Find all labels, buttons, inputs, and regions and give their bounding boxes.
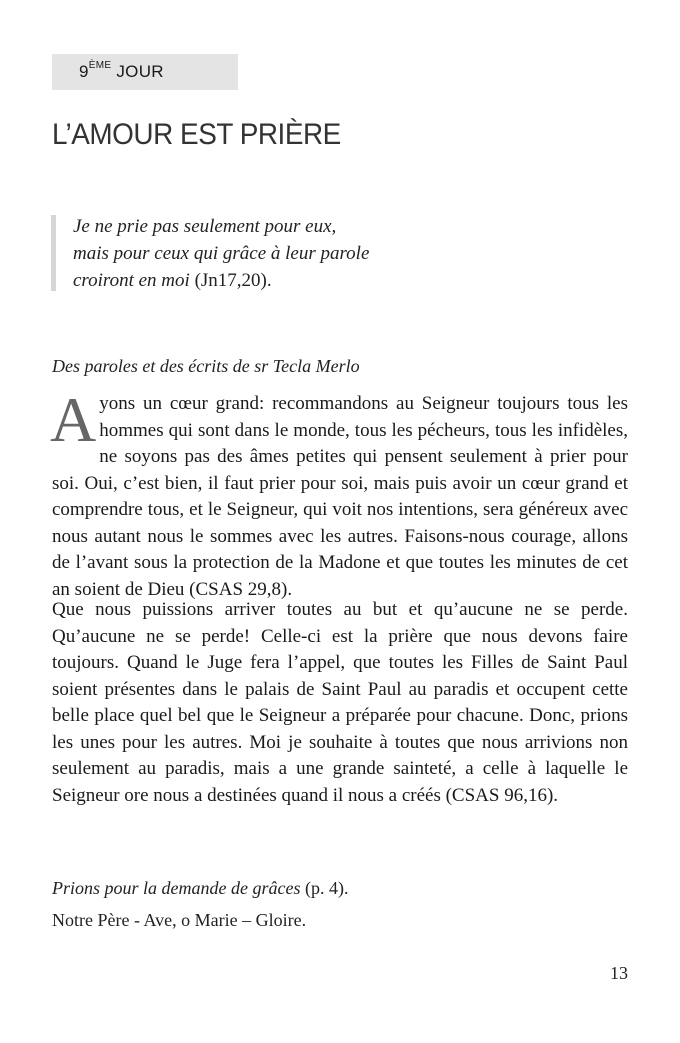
quote-reference: (Jn17,20). (194, 270, 272, 291)
prayer-line-1: Prions pour la demande de grâces (p. 4). (52, 878, 349, 898)
quote-line: Je ne prie pas seulement pour eux, (73, 216, 337, 237)
day-number: 9 (79, 62, 89, 81)
source-heading: Des paroles et des écrits de sr Tecla Merlo (52, 356, 360, 376)
quote-line-last: croiront en moi (Jn17,20). (73, 270, 272, 291)
prayer-page-ref: (p. 4). (304, 878, 349, 898)
paragraph-1 (50, 384, 628, 603)
quote-bar (51, 215, 56, 291)
quote-line: mais pour ceux qui grâce à leur parole (73, 243, 370, 264)
prayer-line-2: Notre Père - Ave, o Marie – Gloire. (52, 910, 307, 930)
drop-cap: A (50, 384, 97, 455)
paragraph-2: Que nous puissions arriver toutes au but et qu’aucune ne se perde. Qu’aucune ne se perde! Celle-ci est la prière que nous devons faire toujours. Quand le Juge fera l’appel, que toutes les Filles de Saint Paul soient présentes dans le palais de Saint Paul au paradis et occupent cette belle place quel bel que le Seigneur a préparée pour chacune. Donc, prions les unes pour les autres. Moi je souhaite à toutes que nous arrivions non seulement au paradis, mais a une grande sainteté, a celle à laquelle le Seigneur ore nous a destinées quand il nous a créés (CSAS 96,16). (52, 599, 628, 806)
page-number: 13 (610, 963, 628, 983)
page-title: L’AMOUR EST PRIÈRE (52, 118, 341, 151)
day-word: JOUR (116, 62, 164, 81)
paragraph-1-text: yons un cœur grand: recommandons au Seigneur toujours tous les hommes qui sont dans le monde, tous les pécheurs, tous les infidèles, ne soyons pas des âmes petites qui pensent seulement à prier pour soi. Oui, c’est bien, il faut prier pour soi, mais puis avoir un cœur grand et comprendre tous, et le Seigneur, qui voit nos intentions, sera généreux avec nous autant nous le sommes avec les autres. Faisons-nous courage, allons de l’avant sous la protection de la Madone et que toutes les minutes de cet an soient de Dieu (CSAS 29,8). (52, 393, 628, 600)
day-suffix: ÈME (88, 60, 112, 71)
day-label (52, 54, 238, 90)
bible-quote (73, 213, 633, 294)
